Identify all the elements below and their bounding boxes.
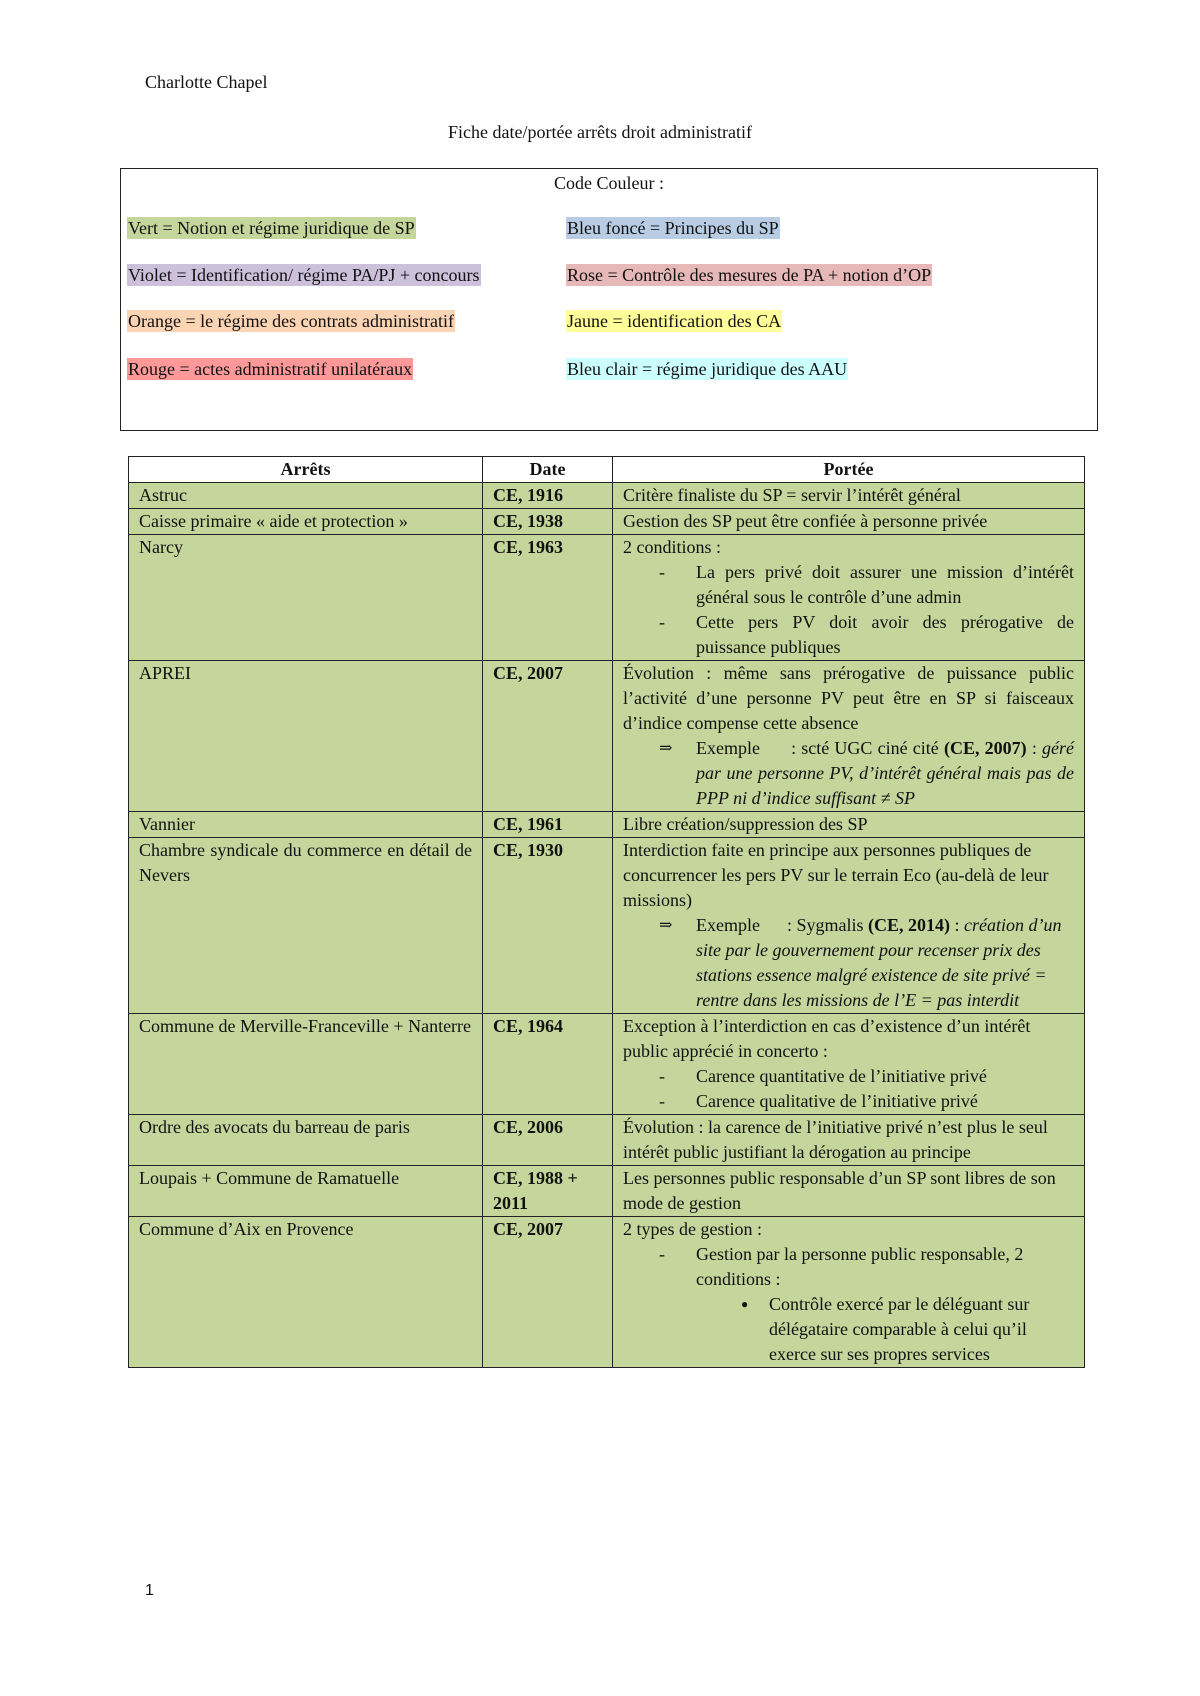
table-row: [129, 1014, 1085, 1115]
arret-date: CE, 1963: [483, 535, 613, 661]
arret-date: CE, 1930: [483, 838, 613, 1014]
table-row: [129, 1217, 1085, 1368]
arret-scope: [613, 1115, 1085, 1166]
scope-text: Évolution : la carence de l’initiative privé n’est plus le seul intérêt public justifiant la dérogation au principe: [623, 1117, 1048, 1162]
scope-text: Évolution : même sans prérogative de puissance public l’activité d’une personne PV peut être en SP si faisceaux d’indice compense cette absence: [623, 663, 1074, 733]
arret-scope: [613, 1166, 1085, 1217]
scope-text: Gestion des SP peut être confiée à personne privée: [623, 511, 988, 531]
example-citation: (CE, 2007): [943, 738, 1027, 758]
arret-date: CE, 2007: [483, 661, 613, 812]
arret-name: Chambre syndicale du commerce en détail de Nevers: [129, 838, 483, 1014]
table-row: [129, 1115, 1085, 1166]
arret-scope: [613, 812, 1085, 838]
arret-date: CE, 1988 + 2011: [483, 1166, 613, 1217]
example-lead: Exemple : Sygmalis: [696, 915, 868, 935]
arret-date: CE, 1916: [483, 483, 613, 509]
example-lead: Exemple : scté UGC ciné cité: [696, 738, 944, 758]
arret-scope: [613, 1217, 1085, 1368]
arrets-table: [128, 456, 1085, 1368]
arret-name: Caisse primaire « aide et protection »: [129, 509, 483, 535]
arret-date: CE, 1938: [483, 509, 613, 535]
legend-item-vert: Vert = Notion et régime juridique de SP: [128, 218, 415, 238]
arret-name: Vannier: [129, 812, 483, 838]
scope-text: Critère finaliste du SP = servir l’intérêt général: [623, 485, 961, 505]
arret-name: Commune de Merville-Franceville + Nanterre: [129, 1014, 483, 1115]
arret-date: CE, 1961: [483, 812, 613, 838]
legend-item-orange: Orange = le régime des contrats administratif: [128, 311, 455, 331]
arret-name: Astruc: [129, 483, 483, 509]
example-detail: création d’un site par le gouvernement pour recenser prix des stations essence malgré existence de site privé = rentre dans les missions de l’E = pas interdit: [696, 915, 1066, 1010]
arret-scope: [613, 838, 1085, 1014]
table-row: [129, 661, 1085, 812]
scope-text: Interdiction faite en principe aux personnes publiques de concurrencer les pers PV sur le terrain Eco (au-delà de leur missions): [623, 840, 1049, 910]
arret-scope: [613, 1014, 1085, 1115]
table-row: [129, 509, 1085, 535]
scope-text: Les personnes public responsable d’un SP sont libres de son mode de gestion: [623, 1168, 1056, 1213]
arret-scope: [613, 535, 1085, 661]
scope-text: 2 types de gestion :: [623, 1219, 762, 1239]
document-title: Fiche date/portée arrêts droit administratif: [448, 122, 752, 142]
arret-name: APREI: [129, 661, 483, 812]
table-header-row: [129, 457, 1085, 483]
arret-scope: [613, 661, 1085, 812]
arret-name: Commune d’Aix en Provence: [129, 1217, 483, 1368]
example-colon: :: [1026, 738, 1043, 758]
table-row: [129, 483, 1085, 509]
bullet-point: ● Contrôle exercé par le déléguant sur délégataire comparable à celui qu’il exerce sur ses propres services: [623, 1292, 1074, 1367]
scope-text: 2 conditions :: [623, 537, 721, 557]
arret-scope: [613, 483, 1085, 509]
scope-text: Exception à l’interdiction en cas d’existence d’un intérêt public apprécié in concerto :: [623, 1016, 1031, 1061]
arret-date: CE, 2006: [483, 1115, 613, 1166]
example-colon: :: [949, 915, 964, 935]
arret-scope: [613, 509, 1085, 535]
legend-item-bleu-fonce: Bleu foncé = Principes du SP: [567, 218, 779, 238]
dash-point: - Carence qualitative de l’initiative privé: [623, 1089, 1074, 1114]
example-citation: (CE, 2014): [867, 915, 950, 935]
dash-point: - Carence quantitative de l’initiative privé: [623, 1064, 1074, 1089]
column-header-portee: Portée: [613, 457, 1085, 483]
scope-text: Libre création/suppression des SP: [623, 814, 868, 834]
legend-item-violet: Violet = Identification/ régime PA/PJ + concours: [128, 265, 480, 285]
table-row: [129, 1166, 1085, 1217]
dash-point: - Cette pers PV doit avoir des prérogative de puissance publiques: [623, 610, 1074, 660]
legend-item-bleu-clair: Bleu clair = régime juridique des AAU: [567, 359, 848, 379]
arret-date: CE, 2007: [483, 1217, 613, 1368]
page-number: 1: [145, 1582, 154, 1599]
arret-name: Ordre des avocats du barreau de paris: [129, 1115, 483, 1166]
legend-heading: Code Couleur :: [554, 173, 664, 193]
dash-point: - La pers privé doit assurer une mission d’intérêt général sous le contrôle d’une admin: [623, 560, 1074, 610]
author-name: Charlotte Chapel: [145, 72, 268, 92]
table-row: [129, 535, 1085, 661]
legend-item-rose: Rose = Contrôle des mesures de PA + notion d’OP: [567, 265, 932, 285]
example-point: [623, 736, 1079, 811]
column-header-date: Date: [483, 457, 613, 483]
example-detail: géré par une personne PV, d’intérêt général mais pas de PPP ni d’indice suffisant ≠ SP: [696, 738, 1079, 808]
dash-point: - Gestion par la personne public responsable, 2 conditions :: [623, 1242, 1074, 1292]
table-row: [129, 812, 1085, 838]
column-header-arrets: Arrêts: [129, 457, 483, 483]
example-point: [623, 913, 1074, 1013]
arret-name: Loupais + Commune de Ramatuelle: [129, 1166, 483, 1217]
arret-date: CE, 1964: [483, 1014, 613, 1115]
color-code-legend: [120, 168, 1098, 431]
legend-item-rouge: Rouge = actes administratif unilatéraux: [128, 359, 413, 379]
table-row: [129, 838, 1085, 1014]
legend-item-jaune: Jaune = identification des CA: [567, 311, 782, 331]
arret-name: Narcy: [129, 535, 483, 661]
